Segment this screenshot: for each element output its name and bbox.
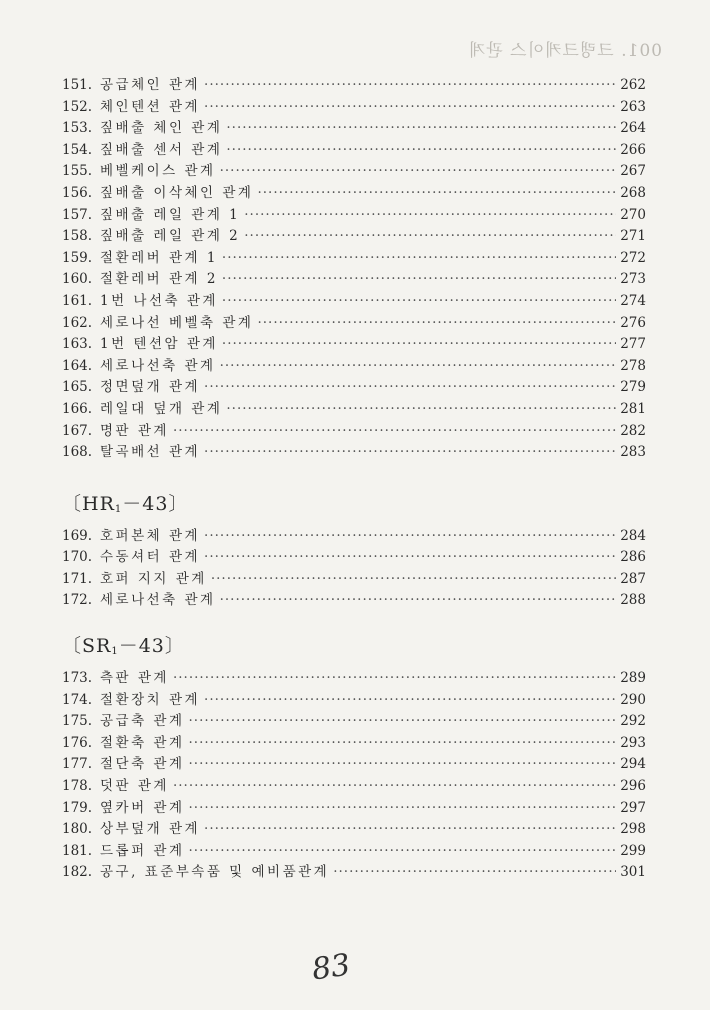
dot-leader — [226, 401, 616, 417]
entry-page-number: 279 — [620, 379, 646, 396]
entry-page-number: 273 — [620, 271, 646, 288]
entry-number: 157. — [62, 206, 93, 223]
handwritten-page-marker: 83 — [309, 947, 353, 988]
entry-page-number: 267 — [620, 163, 646, 180]
toc-entry[interactable] — [62, 311, 646, 333]
dot-leader — [204, 99, 616, 115]
entry-number: 155. — [62, 163, 93, 180]
dot-leader — [204, 444, 616, 460]
entry-number: 158. — [62, 228, 93, 245]
entry-title: 짚배출 레일 관계 2 — [100, 228, 241, 245]
dot-leader — [220, 358, 617, 374]
toc-entry[interactable] — [62, 397, 646, 419]
entry-page-number: 263 — [620, 98, 646, 115]
toc-entry[interactable] — [62, 419, 646, 441]
entry-title: 호퍼 지지 관계 — [100, 570, 207, 587]
toc-entry[interactable] — [62, 440, 646, 462]
entry-page-number: 272 — [620, 249, 646, 266]
dot-leader — [244, 228, 616, 244]
entry-title: 베벨케이스 관계 — [100, 163, 216, 180]
entry-number: 171. — [62, 570, 93, 587]
toc-group — [62, 73, 646, 462]
entry-number: 170. — [62, 549, 93, 566]
toc-entry[interactable] — [62, 752, 646, 774]
entry-page-number: 284 — [620, 527, 646, 544]
entry-page-number: 289 — [620, 670, 646, 687]
entry-title: 절환장치 관계 — [100, 691, 201, 708]
entry-title: 드롭퍼 관계 — [100, 842, 185, 859]
entry-page-number: 298 — [620, 821, 646, 838]
entry-title: 호퍼본체 관계 — [100, 527, 201, 544]
toc-entry[interactable] — [62, 267, 646, 289]
entry-page-number: 266 — [620, 141, 646, 158]
dot-leader — [257, 315, 616, 331]
entry-page-number: 301 — [620, 864, 646, 881]
toc-entry[interactable] — [62, 159, 646, 181]
toc-entry[interactable] — [62, 246, 646, 268]
running-head: 001. 크랭크케이스 관계 — [467, 41, 662, 61]
dot-leader — [220, 592, 617, 608]
dot-leader — [189, 843, 617, 859]
entry-title: 절환레버 관계 1 — [100, 249, 218, 266]
toc-entry[interactable] — [62, 817, 646, 839]
dot-leader — [204, 77, 616, 93]
entry-title: 정면덮개 관계 — [100, 379, 201, 396]
entry-title: 측판 관계 — [100, 670, 169, 687]
toc-entry[interactable] — [62, 224, 646, 246]
entry-number: 165. — [62, 379, 93, 396]
entry-number: 163. — [62, 336, 93, 353]
toc-entry[interactable] — [62, 860, 646, 882]
entry-number: 153. — [62, 120, 93, 137]
dot-leader — [211, 571, 616, 587]
table-of-contents — [62, 73, 646, 882]
entry-page-number: 270 — [620, 206, 646, 223]
dot-leader — [244, 207, 616, 223]
toc-entry[interactable] — [62, 567, 646, 589]
entry-number: 178. — [62, 778, 93, 795]
dot-leader — [189, 713, 617, 729]
toc-entry[interactable] — [62, 73, 646, 95]
dot-leader — [204, 692, 616, 708]
toc-entry[interactable] — [62, 666, 646, 688]
dot-leader — [222, 271, 616, 287]
entry-page-number: 286 — [620, 549, 646, 566]
dot-leader — [204, 549, 616, 565]
toc-entry[interactable] — [62, 709, 646, 731]
entry-page-number: 296 — [620, 778, 646, 795]
entry-title: 1번 텐션암 관계 — [100, 336, 218, 353]
dot-leader — [189, 735, 617, 751]
entry-number: 177. — [62, 756, 93, 773]
entry-title: 세로나선축 관계 — [100, 592, 216, 609]
entry-number: 151. — [62, 77, 93, 93]
entry-page-number: 271 — [620, 228, 646, 245]
dot-leader — [189, 800, 617, 816]
entry-title: 1번 나선축 관계 — [100, 292, 218, 309]
entry-number: 182. — [62, 864, 93, 881]
entry-page-number: 282 — [620, 422, 646, 439]
entry-title: 짚배출 센서 관계 — [100, 141, 223, 158]
entry-title: 공급축 관계 — [100, 713, 185, 730]
toc-entry[interactable] — [62, 181, 646, 203]
toc-entry[interactable] — [62, 688, 646, 710]
entry-title: 명판 관계 — [100, 422, 169, 439]
dot-leader — [220, 163, 617, 179]
dot-leader — [226, 120, 616, 136]
dot-leader — [222, 293, 616, 309]
dot-leader — [333, 864, 616, 880]
toc-entry[interactable] — [62, 332, 646, 354]
section-heading-hr1-43 — [62, 484, 646, 524]
entry-number: 161. — [62, 292, 93, 309]
dot-leader — [173, 778, 616, 794]
entry-number: 160. — [62, 271, 93, 288]
heading-suffix: －43〕 — [118, 635, 185, 658]
entry-page-number: 293 — [620, 734, 646, 751]
entry-number: 174. — [62, 691, 93, 708]
toc-entry[interactable] — [62, 375, 646, 397]
entry-title: 세로나선축 관계 — [100, 357, 216, 374]
dot-leader — [204, 528, 616, 544]
toc-entry[interactable] — [62, 289, 646, 311]
heading-prefix: 〔HR — [62, 492, 115, 515]
entry-number: 162. — [62, 314, 93, 331]
toc-entry[interactable] — [62, 796, 646, 818]
heading-suffix: －43〕 — [122, 492, 189, 515]
entry-title: 짚배출 체인 관계 — [100, 120, 223, 137]
entry-page-number: 290 — [620, 691, 646, 708]
toc-entry[interactable] — [62, 203, 646, 225]
entry-number: 166. — [62, 400, 93, 417]
entry-page-number: 287 — [620, 570, 646, 587]
entry-title: 절환축 관계 — [100, 734, 185, 751]
entry-number: 169. — [62, 527, 93, 544]
entry-title: 절단축 관계 — [100, 756, 185, 773]
entry-title: 덧판 관계 — [100, 778, 169, 795]
entry-page-number: 274 — [620, 292, 646, 309]
entry-number: 175. — [62, 713, 93, 730]
entry-number: 173. — [62, 670, 93, 687]
entry-page-number: 276 — [620, 314, 646, 331]
entry-number: 152. — [62, 98, 93, 115]
entry-title: 공급체인 관계 — [100, 77, 201, 93]
toc-entry[interactable] — [62, 839, 646, 861]
entry-page-number: 278 — [620, 357, 646, 374]
entry-title: 탈곡배선 관계 — [100, 444, 201, 461]
entry-page-number: 297 — [620, 799, 646, 816]
toc-group — [62, 524, 646, 610]
heading-subscript: 1 — [114, 503, 123, 515]
entry-number: 159. — [62, 249, 93, 266]
entry-number: 172. — [62, 592, 93, 609]
toc-entry[interactable] — [62, 116, 646, 138]
dot-leader — [204, 379, 616, 395]
entry-number: 164. — [62, 357, 93, 374]
entry-title: 짚배출 이삭체인 관계 — [100, 184, 254, 201]
entry-number: 154. — [62, 141, 93, 158]
toc-entry[interactable] — [62, 731, 646, 753]
entry-page-number: 277 — [620, 336, 646, 353]
entry-title: 절환레버 관계 2 — [100, 271, 218, 288]
entry-title: 레일대 덮개 관계 — [100, 400, 223, 417]
dot-leader — [222, 336, 616, 352]
dot-leader — [189, 756, 617, 772]
entry-page-number: 283 — [620, 444, 646, 461]
entry-page-number: 292 — [620, 713, 646, 730]
toc-entry[interactable] — [62, 774, 646, 796]
toc-entry[interactable] — [62, 524, 646, 546]
dot-leader — [173, 423, 616, 439]
heading-prefix: 〔SR — [62, 635, 112, 658]
entry-title: 수동셔터 관계 — [100, 549, 201, 566]
heading-subscript: 1 — [111, 646, 119, 658]
toc-group — [62, 666, 646, 882]
entry-number: 176. — [62, 734, 93, 751]
dot-leader — [173, 670, 616, 686]
entry-title: 짚배출 레일 관계 1 — [100, 206, 241, 223]
section-heading-sr1-43 — [62, 626, 646, 666]
entry-page-number: 264 — [620, 120, 646, 137]
entry-title: 옆카버 관계 — [100, 799, 185, 816]
dot-leader — [257, 185, 616, 201]
toc-entry[interactable] — [62, 588, 646, 610]
entry-page-number: 299 — [620, 842, 646, 859]
entry-page-number: 262 — [620, 77, 646, 93]
entry-title: 상부덮개 관계 — [100, 821, 201, 838]
entry-number: 156. — [62, 184, 93, 201]
toc-entry[interactable] — [62, 95, 646, 117]
dot-leader — [204, 821, 616, 837]
toc-entry[interactable] — [62, 354, 646, 376]
entry-title: 체인텐션 관계 — [100, 98, 201, 115]
dot-leader — [226, 142, 616, 158]
entry-number: 180. — [62, 821, 93, 838]
toc-entry[interactable] — [62, 138, 646, 160]
entry-page-number: 281 — [620, 400, 646, 417]
entry-page-number: 294 — [620, 756, 646, 773]
entry-number: 167. — [62, 422, 93, 439]
toc-entry[interactable] — [62, 545, 646, 567]
dot-leader — [222, 250, 616, 266]
entry-number: 181. — [62, 842, 93, 859]
entry-number: 168. — [62, 444, 93, 461]
entry-number: 179. — [62, 799, 93, 816]
entry-title: 공구, 표준부속품 및 예비품관계 — [100, 864, 330, 881]
entry-page-number: 288 — [620, 592, 646, 609]
entry-page-number: 268 — [620, 184, 646, 201]
entry-title: 세로나선 베벨축 관계 — [100, 314, 254, 331]
